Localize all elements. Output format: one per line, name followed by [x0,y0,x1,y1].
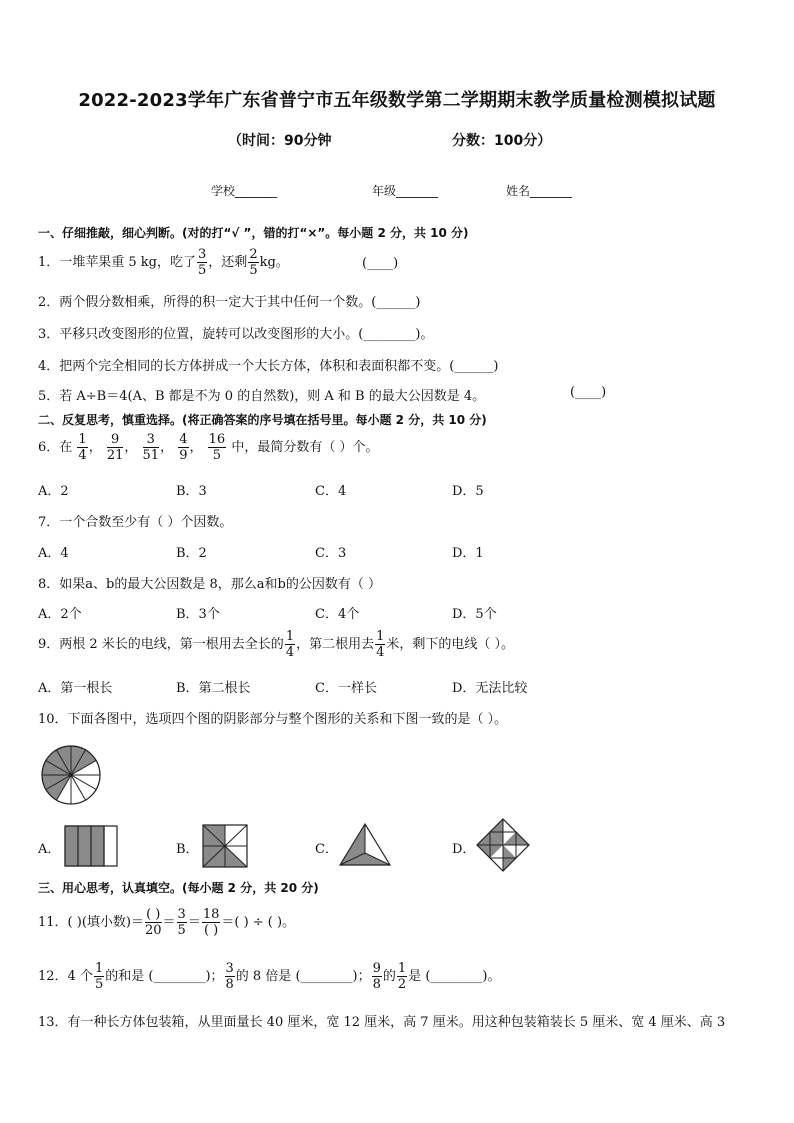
q6-fraction-3: $\frac{3}{51}$ [142,432,160,463]
q11-fraction-1[interactable]: $\frac{( )}{20}$ [144,907,162,938]
q6-fraction-5: $\frac{16}{5}$ [208,432,226,463]
q10-option-b-label[interactable]: B． [176,842,199,857]
q6-fraction-2: $\frac{9}{21}$ [106,432,124,463]
q1-text-b: ，还剩 [208,255,248,270]
q8-option-b[interactable]: B．3个 [176,607,220,622]
question-7: 7．一个合数至少有（ ）个因数。 [38,515,233,530]
q10-option-c-label[interactable]: C． [315,842,338,857]
page-title: 2022-2023学年广东省普宁市五年级数学第二学期期末教学质量检测模拟试题 [78,90,716,111]
q10-option-d-figure[interactable] [476,818,530,872]
q9-fraction-2: $\frac{1}{4}$ [376,629,385,660]
exam-score: 分数：100分） [452,133,552,149]
question-13: 13．有一种长方体包装箱，从里面量长 40 厘米，宽 12 厘米，高 7 厘米。用这种包装箱装长 5 厘米、宽 4 厘米、高 3 [38,1015,726,1030]
q10-option-b-figure[interactable] [202,824,248,868]
q10-option-c-figure[interactable] [338,823,392,867]
q6-fraction-1: $\frac{1}{4}$ [78,432,87,463]
question-10: 10．下面各图中，选项四个图的阴影部分与整个图形的关系和下图一致的是（ ）。 [38,712,508,727]
q9-option-c[interactable]: C．一样长 [315,681,377,696]
q7-option-a[interactable]: A．4 [38,546,69,561]
q6-fraction-4: $\frac{4}{9}$ [179,432,188,463]
question-6: 6．在 $\frac{1}{4}$ ， $\frac{9}{21}$ ， $\frac{3}{51}$ ， $\frac{4}{9}$ ， $\frac{16}{5}$ 中，最简分数有（ ）个。 [38,432,379,463]
q1-text-a: 1．一堆苹果重 5 kg，吃了 [38,255,197,270]
question-9: 9．两根 2 米长的电线，第一根用去全长的 $\frac{1}{4}$ ，第二根用去 $\frac{1}{4}$ 米，剩下的电线（ ）。 [38,629,515,660]
grade-field[interactable]: 年级_______ [372,184,439,198]
q10-option-d-label[interactable]: D． [452,842,476,857]
q10-reference-circle [40,744,102,806]
question-5: 5．若 A÷B＝4(A、B 都是不为 0 的自然数)，则 A 和 B 的最大公因数是 4。 [38,389,486,404]
section-1-heading: 一、仔细推敲，细心判断。(对的打“√ ”，错的打“×”。每小题 2 分，共 10 分) [38,226,469,240]
q8-option-a[interactable]: A．2个 [38,607,82,622]
question-3: 3．平移只改变图形的位置，旋转可以改变图形的大小。(________)。 [38,327,434,342]
exam-time: （时间：90分钟 [228,133,332,149]
q6-option-b[interactable]: B．3 [176,484,207,499]
q1-answer-blank[interactable]: (____) [362,256,399,271]
q6-option-d[interactable]: D．5 [452,484,484,499]
q8-option-d[interactable]: D．5个 [452,607,497,622]
question-12: 12．4 个 $\frac{1}{5}$ 的和是 (________)； $\frac{3}{8}$ 的 8 倍是 (________)； $\frac{9}{8}$ 的 $\frac{1}{2}$ 是 (________)。 [38,961,501,992]
q1-text-c: kg。 [259,255,289,270]
q6-option-c[interactable]: C．4 [315,484,347,499]
q6-option-a[interactable]: A．2 [38,484,69,499]
q7-option-c[interactable]: C．3 [315,546,347,561]
question-1 [38,248,289,277]
section-3-heading: 三、用心思考，认真填空。(每小题 2 分，共 20 分) [38,881,319,895]
q11-fraction-2: $\frac{3}{5}$ [177,907,186,938]
q12-fraction-2: $\frac{3}{8}$ [225,961,234,992]
q10-option-a-label[interactable]: A． [38,842,61,857]
q9-fraction-1: $\frac{1}{4}$ [285,629,295,660]
q10-option-a-figure[interactable] [64,825,118,867]
q8-option-c[interactable]: C．4个 [315,607,360,622]
q12-fraction-3: $\frac{9}{8}$ [372,961,381,992]
q1-fraction-1: $\frac{3}{5}$ [198,247,207,278]
question-4: 4．把两个完全相同的长方体拼成一个大长方体，体积和表面积都不变。(______) [38,359,499,374]
q1-fraction-2: $\frac{2}{5}$ [249,247,258,278]
q9-option-d[interactable]: D．无法比较 [452,681,528,696]
question-11: 11．( )(填小数)＝ $\frac{( )}{20}$ ＝ $\frac{3}{5}$ ＝ $\frac{18}{( )}$ ＝( ) ÷ ( )。 [38,907,296,938]
school-field[interactable]: 学校_______ [211,184,278,198]
q12-fraction-1: $\frac{1}{5}$ [94,961,104,992]
q7-option-b[interactable]: B．2 [176,546,207,561]
question-2: 2．两个假分数相乘，所得的积一定大于其中任何一个数。(______) [38,295,421,310]
name-field[interactable]: 姓名_______ [506,184,573,198]
q7-option-d[interactable]: D．1 [452,546,484,561]
question-8: 8．如果a、b的最大公因数是 8，那么a和b的公因数有（ ） [38,577,381,592]
q12-fraction-4: $\frac{1}{2}$ [397,961,407,992]
section-2-heading: 二、反复思考，慎重选择。(将正确答案的序号填在括号里。每小题 2 分，共 10 分) [38,413,487,427]
q9-option-b[interactable]: B．第二根长 [176,681,251,696]
q5-answer-blank[interactable]: (____) [570,385,607,400]
q11-fraction-3[interactable]: $\frac{18}{( )}$ [202,907,220,938]
q9-option-a[interactable]: A．第一根长 [38,681,113,696]
